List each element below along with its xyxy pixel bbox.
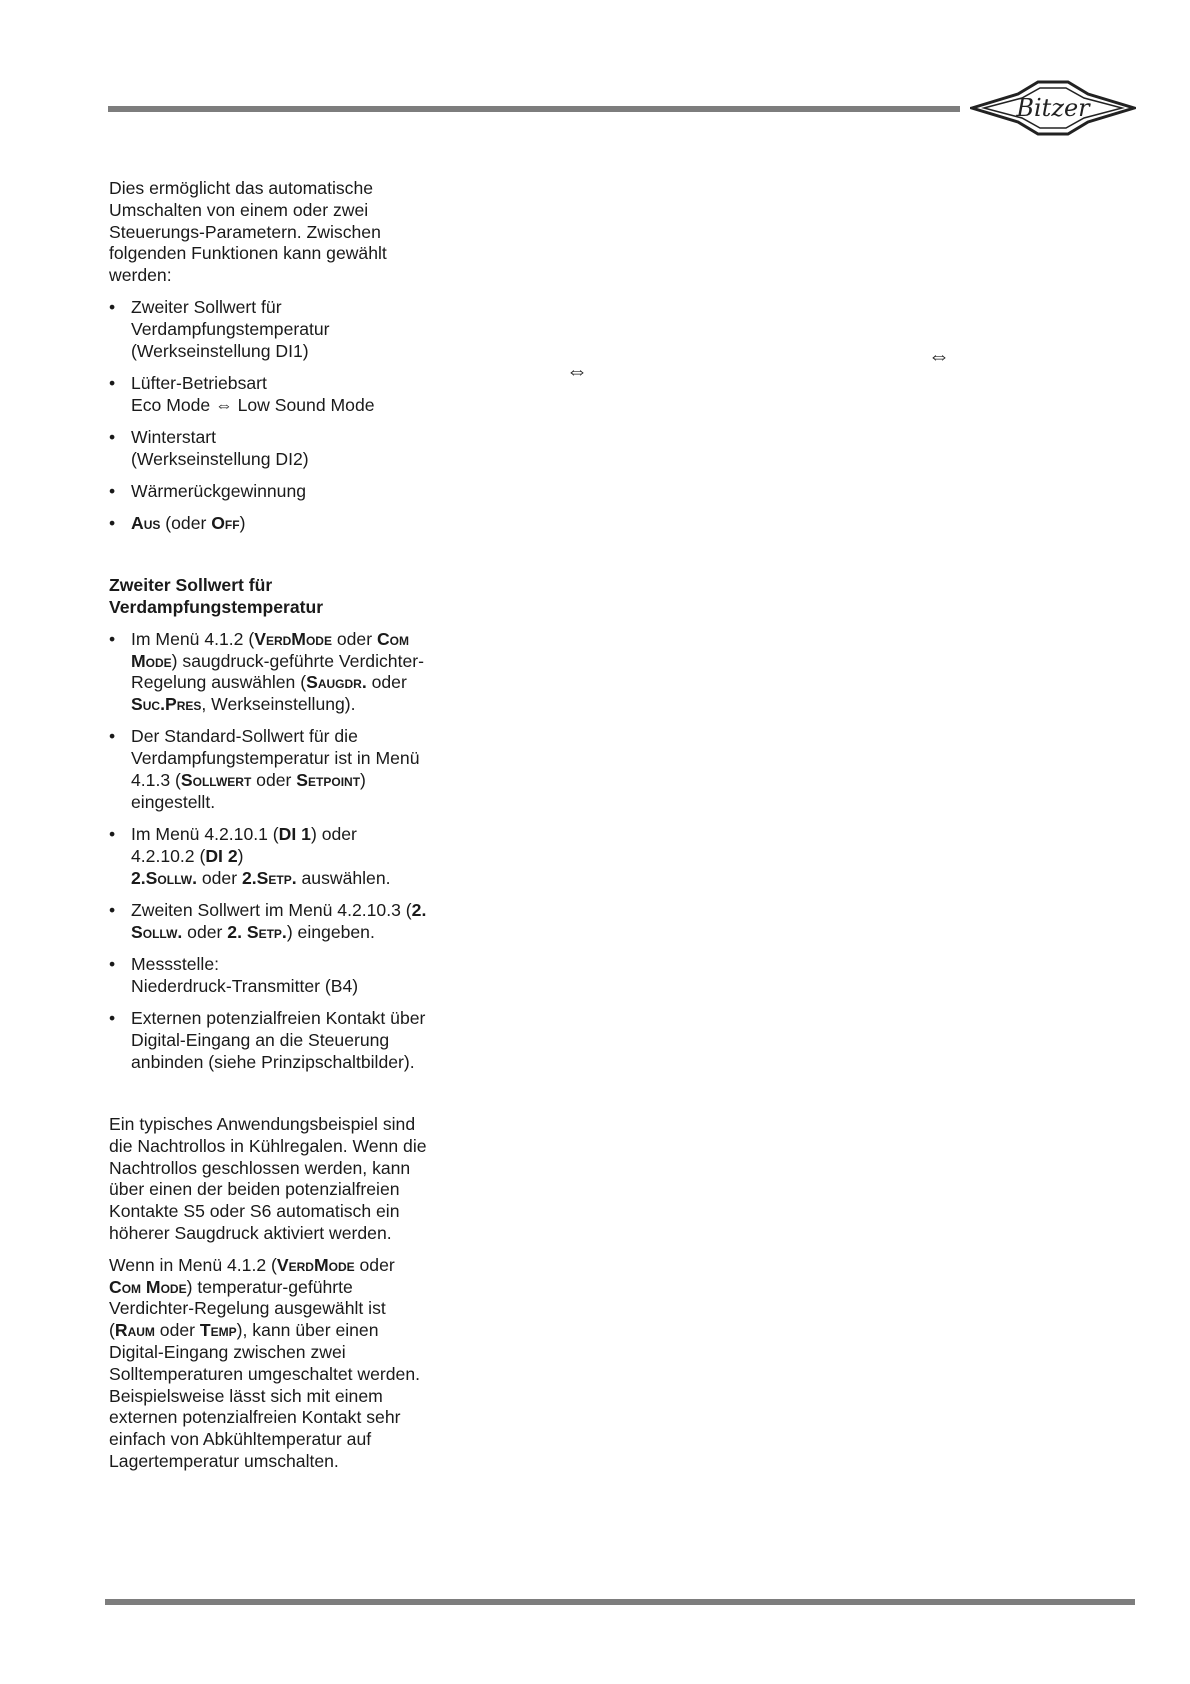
item-text: Eco Mode <box>131 394 211 415</box>
keyword: Raum <box>114 1320 155 1341</box>
item-text: (Werkseinstellung DI1) <box>131 340 309 361</box>
keyword: DI 1 <box>278 824 311 845</box>
header-rule <box>108 106 960 112</box>
list-item: • Wärmerückgewinnung <box>109 481 429 503</box>
bitzer-logo <box>970 78 1136 138</box>
keyword: VerdMode <box>254 628 332 649</box>
function-list <box>109 297 429 535</box>
steps-list <box>109 629 429 1074</box>
arrow-icon: ⇔ <box>215 394 233 415</box>
keyword: Aus <box>131 513 161 534</box>
item-text: Zweiter Sollwert für Verdampfungstemperatur <box>131 296 330 339</box>
temperature-paragraph: Wenn in Menü 4.1.2 (VerdMode oder Com Mode) temperatur-geführte Verdichter-Regelung ausgewählt ist (Raum oder Temp), kann über einen Digital-Eingang zwischen zwei Solltemperaturen umgeschaltet werden. Beispielsweise lässt sich mit einem externen potenzialfreien Kontakt sehr einfach von Abkühltemperatur auf Lagertemperatur umschalten. <box>109 1254 420 1472</box>
keyword: Sollwert <box>180 770 252 791</box>
intro-paragraph: Dies ermöglicht das automatische Umschalten von einem oder zwei Steuerungs-Parametern. Zwischen folgenden Funktionen kann gewählt werden: <box>109 178 387 286</box>
keyword: 2. Sollw. <box>131 900 427 942</box>
keyword: 2.Sollw. <box>131 867 197 888</box>
item-text: Low Sound Mode <box>237 394 375 415</box>
text-column <box>109 178 429 1483</box>
list-item: • Externen potenzialfreien Kontakt über Digital-Eingang an die Steuerung anbinden (siehe Prinzipschaltbilder). <box>109 1008 429 1073</box>
keyword: Suc.Pres <box>131 694 202 715</box>
item-text: (oder <box>160 513 212 534</box>
keyword: Saugdr. <box>306 672 367 693</box>
section-heading: Zweiter Sollwert für Verdampfungstemperatur <box>109 575 324 617</box>
list-item <box>109 427 429 471</box>
keyword: DI 2 <box>205 845 238 866</box>
item-text: (Werkseinstellung DI2) <box>131 448 309 469</box>
list-item <box>109 513 429 535</box>
keyword: Com Mode <box>109 1276 187 1297</box>
keyword: 2.Setp. <box>241 867 297 888</box>
arrow-symbol-1: ⇔ <box>566 358 588 383</box>
example-paragraph: Ein typisches Anwendungsbeispiel sind die Nachtrollos in Kühlregalen. Wenn die Nachtrollos geschlossen werden, kann über einen der beiden potenzialfreien Kontakte S5 oder S6 automatisch ein höherer Saugdruck aktiviert werden. <box>109 1114 427 1244</box>
list-item: • Messstelle: Niederdruck-Transmitter (B4) <box>109 954 429 998</box>
list-item <box>109 297 429 362</box>
list-item: • Zweiten Sollwert im Menü 4.2.10.3 (2. Sollw. oder 2. Setp.) eingeben. <box>109 900 429 944</box>
svg-text:Bitzer: Bitzer <box>1016 94 1090 122</box>
keyword: Setpoint <box>296 770 361 791</box>
keyword: Com Mode <box>131 628 409 671</box>
keyword: 2. Setp. <box>227 921 287 942</box>
keyword: Off <box>211 513 240 534</box>
item-text: ) <box>239 513 246 534</box>
footer-rule <box>105 1599 1135 1605</box>
list-item: • Der Standard-Sollwert für die Verdampfungstemperatur ist in Menü 4.1.3 (Sollwert oder Setpoint) eingestellt. <box>109 726 429 813</box>
item-text: Lüfter-Betriebsart <box>131 372 267 393</box>
item-text: Winterstart <box>131 426 217 447</box>
list-item: • Im Menü 4.1.2 (VerdMode oder Com Mode) saugdruck-geführte Verdichter-Regelung auswählen (Saugdr. oder Suc.Pres, Werkseinstellung). <box>109 629 429 716</box>
keyword: Temp <box>199 1320 237 1341</box>
list-item: • Im Menü 4.2.10.1 (DI 1) oder 4.2.10.2 (DI 2) 2.Sollw. oder 2.Setp. auswählen. <box>109 824 429 889</box>
keyword: VerdMode <box>276 1254 355 1275</box>
list-item <box>109 373 429 417</box>
arrow-symbol-2: ⇔ <box>928 343 950 368</box>
